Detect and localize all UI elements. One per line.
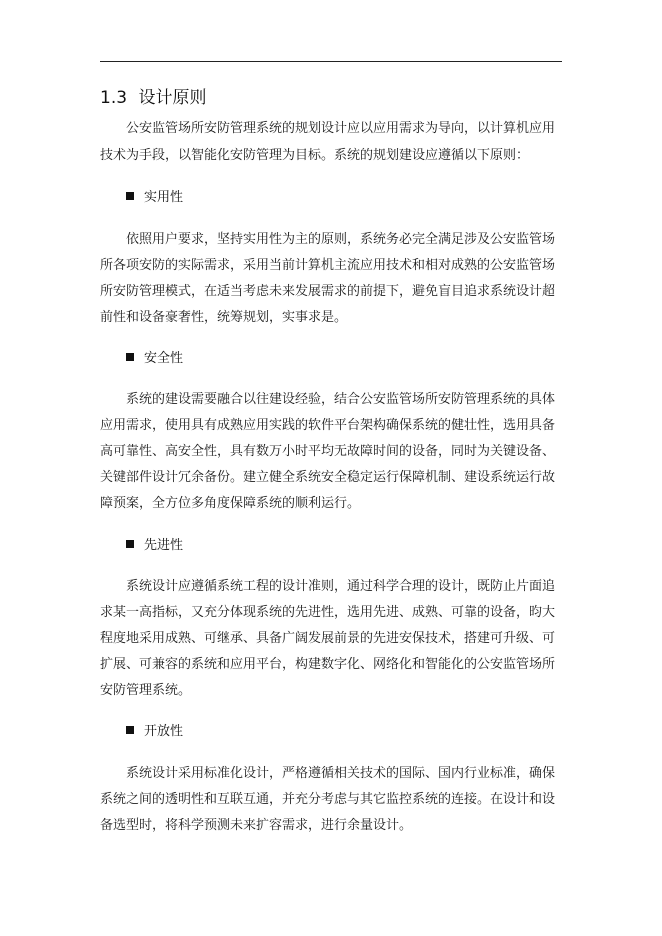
paragraph-line: 安防管理系统。 <box>100 683 192 698</box>
paragraph-line: 程度地采用成熟、可继承、具备广阔发展前景的先进安保技术，搭建可升级、可 <box>100 631 556 646</box>
paragraph-line: 系统设计采用标准化设计，严格遵循相关技术的国际、国内行业标准，确保 <box>126 766 556 781</box>
paragraph-line: 求某一高指标，又充分体现系统的先进性，选用先进、成熟、可靠的设备，昀大 <box>100 605 556 620</box>
paragraph-line: 所安防管理模式，在适当考虑未来发展需求的前提下，避免盲目追求系统设计超 <box>100 284 556 299</box>
principle-title: 开放性 <box>144 724 184 739</box>
paragraph-line: 备选型时，将科学预测未来扩容需求，进行余量设计。 <box>100 818 413 833</box>
principle-heading-practicality <box>126 189 183 206</box>
principle-heading-advancement <box>126 537 183 554</box>
paragraph-line: 前性和设备豪奢性，统筹规划，实事求是。 <box>100 310 348 325</box>
principle-title: 实用性 <box>144 190 184 205</box>
principle-title: 安全性 <box>144 351 184 366</box>
header-rule <box>100 61 562 62</box>
square-bullet-icon <box>126 726 134 734</box>
section-title: 设计原则 <box>138 88 207 108</box>
principle-heading-openness <box>126 723 183 740</box>
section-heading <box>100 86 206 110</box>
paragraph-line: 系统之间的透明性和互联互通，并充分考虑与其它监控系统的连接。在设计和设 <box>100 792 556 807</box>
square-bullet-icon <box>126 353 134 361</box>
paragraph-line: 所各项安防的实际需求，采用当前计算机主流应用技术和相对成熟的公安监管场 <box>100 258 556 273</box>
paragraph-line: 高可靠性、高安全性，具有数万小时平均无故障时间的设备，同时为关键设备、 <box>100 444 556 459</box>
section-number: 1.3 <box>100 88 128 108</box>
square-bullet-icon <box>126 192 134 200</box>
paragraph-line: 系统的建设需要融合以往建设经验，结合公安监管场所安防管理系统的具体 <box>126 392 556 407</box>
paragraph-line: 系统设计应遵循系统工程的设计准则，通过科学合理的设计，既防止片面追 <box>126 579 556 594</box>
principle-title: 先进性 <box>144 538 184 553</box>
paragraph-line: 扩展、可兼容的系统和应用平台，构建数字化、网络化和智能化的公安监管场所 <box>100 657 556 672</box>
principle-heading-security <box>126 350 183 367</box>
paragraph-line: 依照用户要求，坚持实用性为主的原则，系统务必完全满足涉及公安监管场 <box>126 232 556 247</box>
paragraph-line: 应用需求，使用具有成熟应用实践的软件平台架构确保系统的健壮性，选用具备 <box>100 418 556 433</box>
paragraph-line: 关键部件设计冗余备份。建立健全系统安全稳定运行保障机制、建设系统运行故 <box>100 470 556 485</box>
paragraph-line: 障预案，全方位多角度保障系统的顺利运行。 <box>100 496 361 511</box>
intro-line: 公安监管场所安防管理系统的规划设计应以应用需求为导向，以计算机应用 <box>126 121 556 136</box>
square-bullet-icon <box>126 540 134 548</box>
intro-line: 技术为手段，以智能化安防管理为目标。系统的规划建设应遵循以下原则： <box>100 148 530 163</box>
